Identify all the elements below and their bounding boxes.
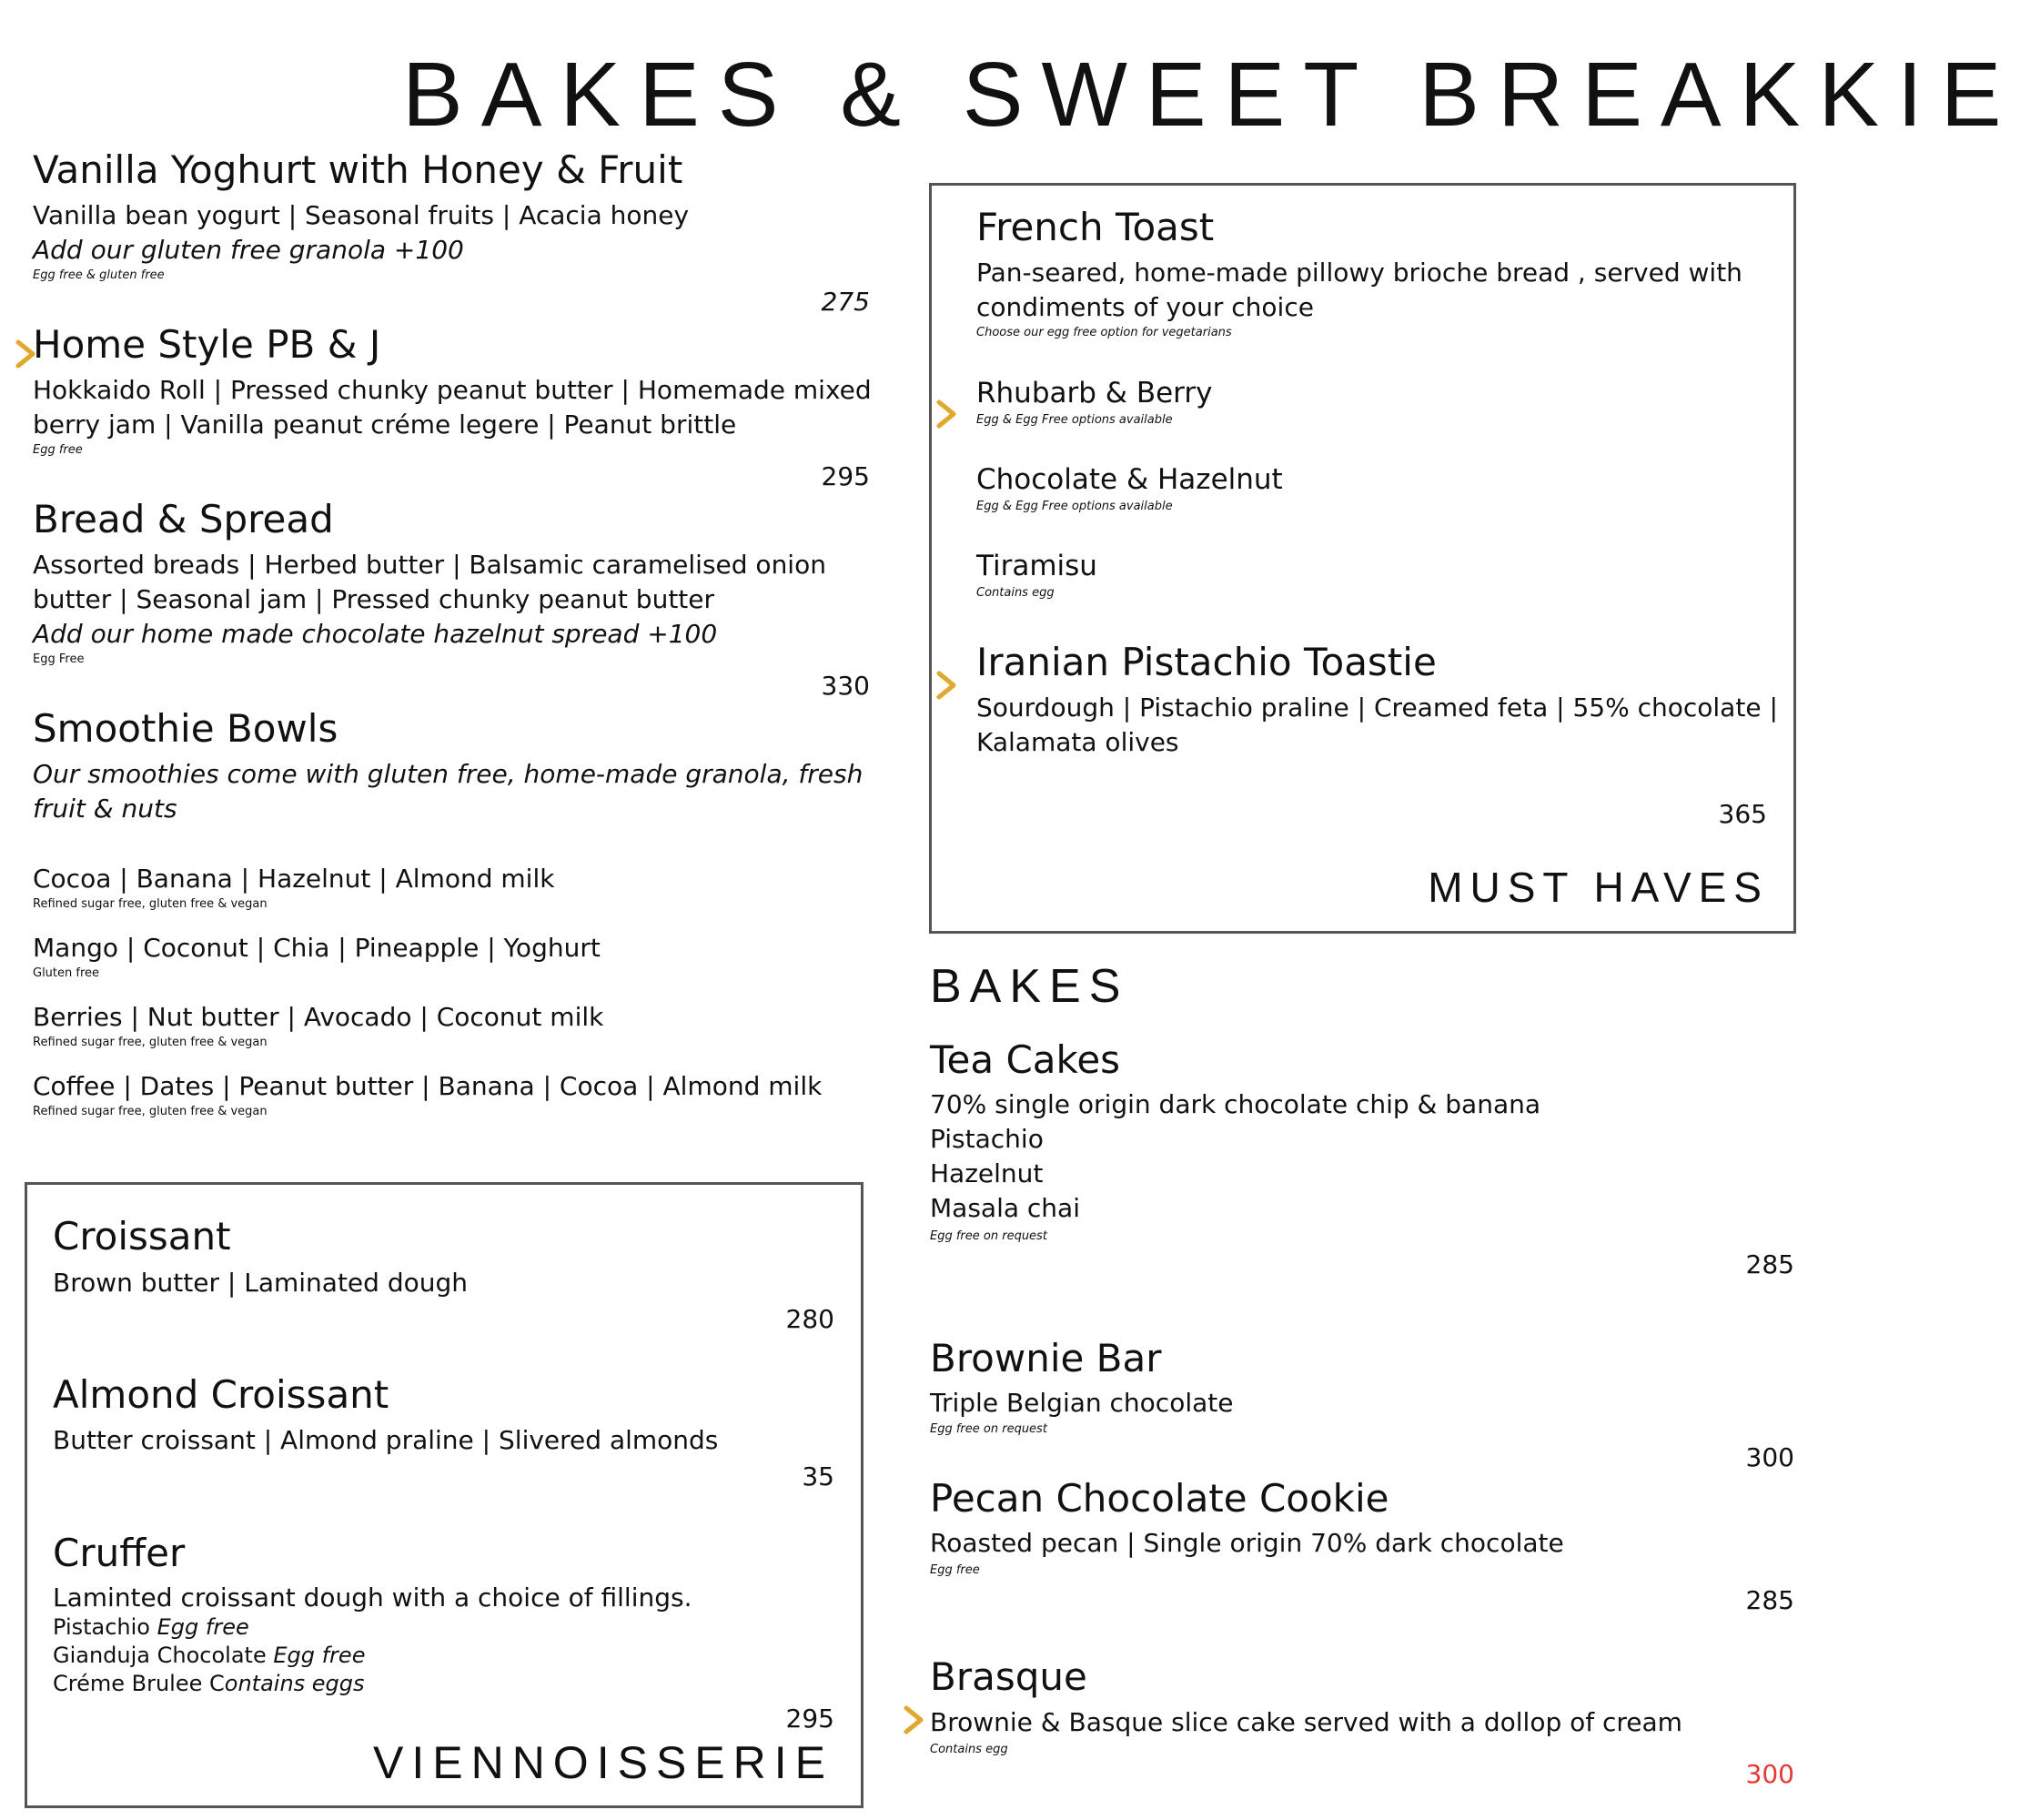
item-brasque-desc: Brownie & Basque slice cake served with a dollop of cream (930, 1707, 1682, 1737)
item-tea-cakes-note: Egg free on request (930, 1229, 1047, 1243)
cruffer-filling-note: ontains eggs (224, 1671, 365, 1696)
item-cookie-desc: Roasted pecan | Single origin 70% dark chocolate (930, 1528, 1564, 1558)
smoothie-option-name: Mango | Coconut | Chia | Pineapple | Yoghurt (33, 933, 601, 963)
viennoiserie-title: VIENNOISSERIE (373, 1737, 833, 1788)
item-smoothie-intro-line-1: Our smoothies come with gluten free, home-made granola, fresh (33, 759, 864, 789)
item-yoghurt-note: Egg free & gluten free (33, 268, 165, 282)
item-brasque-price: 300 (1745, 1759, 1794, 1789)
item-french-toast-desc-line-1: Pan-seared, home-made pillowy brioche bread , served with (976, 258, 1742, 288)
item-brasque-name: Brasque (930, 1654, 1087, 1699)
cruffer-filling (53, 1670, 365, 1698)
item-almond-croissant-desc: Butter croissant | Almond praline | Slivered almonds (53, 1425, 719, 1455)
item-tea-cakes-name: Tea Cakes (930, 1037, 1121, 1082)
item-brasque-note: Contains egg (930, 1743, 1008, 1756)
bakes-title: BAKES (930, 960, 1129, 1013)
tea-cake-flavour: Pistachio (930, 1124, 1044, 1154)
item-bread-desc-line-2: butter | Seasonal jam | Pressed chunky peanut butter (33, 584, 715, 614)
cruffer-filling-name: Gianduja Chocolate (53, 1643, 274, 1668)
item-cruffer-name: Cruffer (53, 1531, 186, 1575)
french-toast-option-note: Contains egg (976, 586, 1055, 600)
smoothie-option-name: Coffee | Dates | Peanut butter | Banana | Cocoa | Almond milk (33, 1071, 823, 1101)
item-pistachio-desc-line-1: Sourdough | Pistachio praline | Creamed feta | 55% chocolate | (976, 693, 1778, 723)
item-pbj-name: Home Style PB & J (33, 322, 381, 367)
item-french-toast-note: Choose our egg free option for vegetarians (976, 326, 1232, 339)
item-smoothie-intro-line-2: fruit & nuts (33, 794, 177, 824)
item-bread-note: Egg Free (33, 652, 85, 666)
item-bread-desc-line-1: Assorted breads | Herbed butter | Balsamic caramelised onion (33, 550, 826, 580)
item-pbj-note: Egg free (33, 443, 83, 457)
item-brownie-name: Brownie Bar (930, 1336, 1162, 1380)
item-brownie-note: Egg free on request (930, 1422, 1047, 1436)
cruffer-filling (53, 1642, 365, 1670)
must-haves-title: MUST HAVES (1428, 864, 1769, 911)
cruffer-filling-name: Créme Brulee C (53, 1671, 225, 1696)
cruffer-filling-name: Pistachio (53, 1614, 157, 1640)
item-cruffer-desc: Laminted croissant dough with a choice of fillings. (53, 1582, 692, 1613)
item-french-toast-name: French Toast (976, 205, 1215, 249)
smoothie-option-note: Refined sugar free, gluten free & vegan (33, 897, 268, 911)
item-tea-cakes-price: 285 (1745, 1249, 1794, 1279)
item-yoghurt-price: 275 (821, 287, 870, 317)
cruffer-filling-note: Egg free (157, 1614, 249, 1640)
item-croissant-desc: Brown butter | Laminated dough (53, 1268, 468, 1298)
french-toast-option-name: Rhubarb & Berry (976, 377, 1213, 410)
tea-cake-flavour: Hazelnut (930, 1158, 1044, 1188)
item-brownie-price: 300 (1745, 1442, 1794, 1472)
smoothie-option-name: Berries | Nut butter | Avocado | Coconut milk (33, 1002, 604, 1032)
item-brownie-desc: Triple Belgian chocolate (930, 1388, 1234, 1418)
item-pbj-desc-line-2: berry jam | Vanilla peanut créme legere | Peanut brittle (33, 410, 737, 440)
item-pbj-price: 295 (821, 461, 870, 491)
item-pistachio-name: Iranian Pistachio Toastie (976, 640, 1437, 684)
item-cookie-price: 285 (1745, 1585, 1794, 1615)
page-title: BAKES & SWEET BREAKKIE (402, 44, 2020, 146)
tea-cake-flavour: Masala chai (930, 1193, 1080, 1223)
chevron-right-icon (901, 1704, 928, 1735)
smoothie-option-note: Refined sugar free, gluten free & vegan (33, 1105, 268, 1118)
item-almond-croissant-price: 35 (802, 1461, 834, 1491)
item-bread-name: Bread & Spread (33, 497, 334, 541)
french-toast-option-name: Chocolate & Hazelnut (976, 463, 1283, 496)
tea-cake-flavour: 70% single origin dark chocolate chip & banana (930, 1089, 1541, 1119)
item-yoghurt-name: Vanilla Yoghurt with Honey & Fruit (33, 147, 683, 192)
chevron-right-icon (934, 670, 961, 701)
item-pbj-desc-line-1: Hokkaido Roll | Pressed chunky peanut butter | Homemade mixed (33, 375, 872, 405)
french-toast-option-note: Egg & Egg Free options available (976, 413, 1173, 427)
item-smoothie-name: Smoothie Bowls (33, 706, 338, 751)
smoothie-option-note: Gluten free (33, 966, 100, 980)
cruffer-filling (53, 1613, 249, 1642)
item-pistachio-desc-line-2: Kalamata olives (976, 727, 1179, 757)
item-croissant-price: 280 (785, 1304, 834, 1334)
smoothie-option-note: Refined sugar free, gluten free & vegan (33, 1036, 268, 1049)
item-cruffer-price: 295 (785, 1704, 834, 1734)
item-pistachio-price: 365 (1718, 799, 1767, 829)
item-cookie-name: Pecan Chocolate Cookie (930, 1476, 1389, 1521)
item-bread-price: 330 (821, 671, 870, 701)
item-yoghurt-desc: Vanilla bean yogurt | Seasonal fruits | Acacia honey (33, 200, 690, 230)
chevron-right-icon (934, 399, 961, 430)
french-toast-option-name: Tiramisu (976, 550, 1097, 582)
cruffer-filling-note: Egg free (273, 1643, 366, 1668)
item-cookie-note: Egg free (930, 1563, 980, 1577)
french-toast-option-note: Egg & Egg Free options available (976, 500, 1173, 513)
item-croissant-name: Croissant (53, 1214, 231, 1259)
item-french-toast-desc-line-2: condiments of your choice (976, 292, 1314, 322)
item-yoghurt-addon: Add our gluten free granola +100 (33, 235, 464, 265)
smoothie-option-name: Cocoa | Banana | Hazelnut | Almond milk (33, 864, 555, 894)
item-almond-croissant-name: Almond Croissant (53, 1372, 389, 1417)
item-bread-addon: Add our home made chocolate hazelnut spread +100 (33, 619, 718, 649)
